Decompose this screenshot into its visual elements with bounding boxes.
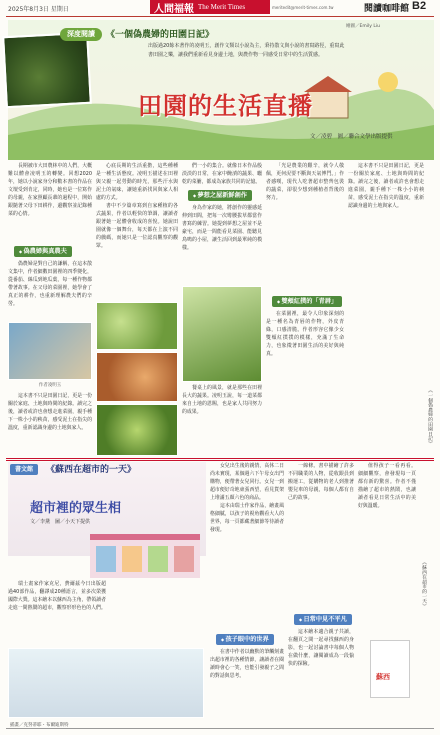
vegetable-photo (96, 302, 178, 350)
main-headline: 田園的生活直播 (138, 91, 313, 120)
subheading: ◆ 雙頰紅撲的「青唇」 (272, 296, 342, 307)
author-photo (8, 322, 92, 380)
article-column-1: 瑞士畫家作家克尼，費爾茲今日出版超過40部作品，翻譯成20種語言，並多次榮獲國際大獎。這本繪本以蘇西為主角，帶領讀者走進一間熱鬧的超市，觀察形形色色的人們。 (8, 581, 106, 612)
newspaper-name-cn: 人間福報 (154, 3, 194, 15)
article-column-3: 們一小的集合。就像日本作品般淡淡的日常，在家中醃漬的蔬果、曬乾的菜脯，都成為家族共同的記憶。 (182, 163, 262, 186)
field-photo (182, 286, 262, 382)
article-column-5: 這本書不只是田園日記，更是一份關於家庭、土地與時間的紀錄。讀完之後，讀者或許也會想走進菜園，親手種下一株小小的秧苗，感受泥土在指尖的溫度，重新認識身邊的土地與家人。 (348, 163, 424, 210)
article-intro: 出版過20餘本著作的凌明玉，創作文類以小說為主，秉持散文與小說的書寫路徑，重寫此書田園之樂，讓我們重新看見身邊土地，與農作物一同感受日常中的生活質感。 (148, 43, 345, 58)
header-divider (6, 16, 434, 17)
article-column-3c: 餐桌上的風景，就是那些在田裡長大的蔬果。凌明玉說，每一道菜都來自土地的恩賜，也是家人共同努力的成果。 (182, 385, 262, 416)
article-column-4: 「光是農業的艱辛，就令人敬佩，更何況要不斷與天氣博鬥。」作者感嘆，現代人吃著超市整齊包裝的蔬菜，卻很少想到種植者背後的努力。 (266, 163, 344, 202)
newspaper-name-en: The Merit Times (198, 3, 246, 11)
article-column-1: 長期被市大田農林中的人們，大概難以體會凌明玉的轉變。回想2020年，她以小說家身分和數本書的作品在文壇受到肯定，同時，她也是一位寫作的母親，在家照顧長輩的過程中，開始跟隨著父母下田耕作，邊觀察並記錄種菜的心情。 (8, 163, 92, 218)
issue-date: 2025年8月3日 星期日 (8, 6, 69, 13)
article-byline: 文／李黛 圖／小天下提供 (30, 519, 91, 525)
store-scene-illustration (8, 648, 204, 718)
newspaper-logo (150, 0, 270, 14)
article-column-2b: 在書中作者以幽默的筆觸刻畫出超市裡的各種情節，讓讀者在閱讀時會心一笑，也能引發親子之間的對話與思考。 (210, 649, 284, 680)
page-number: B2 (412, 0, 427, 12)
main-headline: 超市裡的眾生相 (30, 501, 122, 516)
subheading: ◆ 偽農婦與真農夫 (14, 246, 72, 257)
article-column-1c: 這本書不只是田園日記，更是一份關於家庭、土地與時間的紀錄。讀完之後，讀者或許也會想走進菜園，親手種下一株小小的秧苗，感受泥土在指尖的溫度，重新認識身邊的土地與家人。 (8, 393, 92, 432)
article-column-3: 一線條。書中描繪了許多不同職業的人物，從收銀員到搬運工，從購物的老人到推著嬰兒車的母親，每個人都有自己的故事。 (288, 463, 354, 502)
subheading: ◆ 夢想之屋新鮮創作 (188, 190, 252, 201)
photo-caption: 作者凌明玉 (38, 383, 62, 388)
contact-email: meritedit@merit-times.com.tw (272, 5, 334, 10)
footer-divider (6, 728, 434, 729)
subheading: ◆ 日常中見不平凡 (294, 614, 352, 625)
illustration-credit: 插畫／克努蒂耶・布爾迪斯特 (10, 723, 69, 728)
article-column-4: 值得孩子一看再看。細細觀察，會發現每一頁都有新的驚喜。作者不僅描繪了超市的熱鬧，也讓讀者看見日常生活中的美好與溫暖。 (358, 463, 416, 510)
article-column-2: 心底長期的生活重擔，這些種種是一種生活態度。凌明玉描述在田裡與父親一起勞動的時光，那些汗水與泥土的氣味，讓她重新找回與家人相處的方式。 書中不少篇章寫到自家種植的各式蔬果，作者以輕快的筆調，讓讀者跟著她一起體會收成的喜悅。她說田園就像一個舞台，每天都在上演不同的戲碼，而她只是一位認真觀察的觀眾。 (96, 163, 178, 250)
book-cover (370, 640, 410, 698)
illustration-credit: 繪圖／Emily Liu (346, 24, 380, 29)
section-divider (6, 458, 434, 461)
book-caption: 《一個偽農婦的田園日記》 (427, 388, 432, 446)
garden-photo (96, 404, 178, 456)
book-cover-title: 蘇西 (376, 672, 390, 681)
section-title: 閱讀咖啡館 (364, 4, 410, 14)
subheading: ◆ 孩子眼中的世界 (216, 634, 274, 645)
vegetable-photo (2, 32, 92, 108)
book-title: 《蘇西在超市的一天》 (46, 465, 137, 475)
article-column-2: 女兒出生後的親情，高休二日尚未實現，某個週六下午母女出門購物，便帶著女兒同行。女兒一到超市便好奇地東張西望，看見貨架上堆滿五顏六色的商品。 這本由瑞士作家作品，繪畫風格細膩，以孩子的視角觀看大人的世界，每一頁都藏著細節等待讀者發現。 (210, 463, 284, 534)
supermarket-illustration (90, 528, 200, 578)
book-caption: 《蘇西在超市的一天》 (421, 560, 426, 608)
article-column-3b: 身為作家的她，將創作的靈感延伸到田間，把每一次彎腰拔草都當作書寫的練習。她提到夢想之屋並不是豪宅，而是一間能看見菜園、能聽見鳥鳴的小屋，讓生活回到最單純的模樣。 (182, 205, 262, 252)
article-column-4b: 在菜園裡，最令人印象深刻的是一種名為青唇的作物，外皮青綠，口感清脆。作者形容它像少女雙頰紅撲撲的模樣，充滿了生命力，也象徵著田園生活的美好與純真。 (266, 311, 344, 358)
column-badge: 深度閱讀 (60, 28, 102, 41)
article-column-1b: 偽農婦是對自己的謙稱，在這本散文集中，作者細數田園裡的四季變化，從番茄、絲瓜到地瓜葉，每一種作物都帶著故事。在父母的菜園裡，她學會了真正的耕作，也重新理解農夫們的辛勞。 (8, 261, 92, 308)
article-byline: 文／凌碧 圖／聯合文學出版提供 (310, 134, 393, 140)
article-column-3b: 這本繪本適合親子共讀，在翻頁之間一起尋找蘇西的身影，也一起討論書中每個人物在做什麼，讓閱讀成為一段愉快的探險。 (288, 629, 354, 668)
column-badge: 書文館 (10, 464, 38, 475)
book-title: 《一個偽農婦的田園日記》 (106, 30, 215, 40)
fruit-photo (96, 352, 178, 402)
